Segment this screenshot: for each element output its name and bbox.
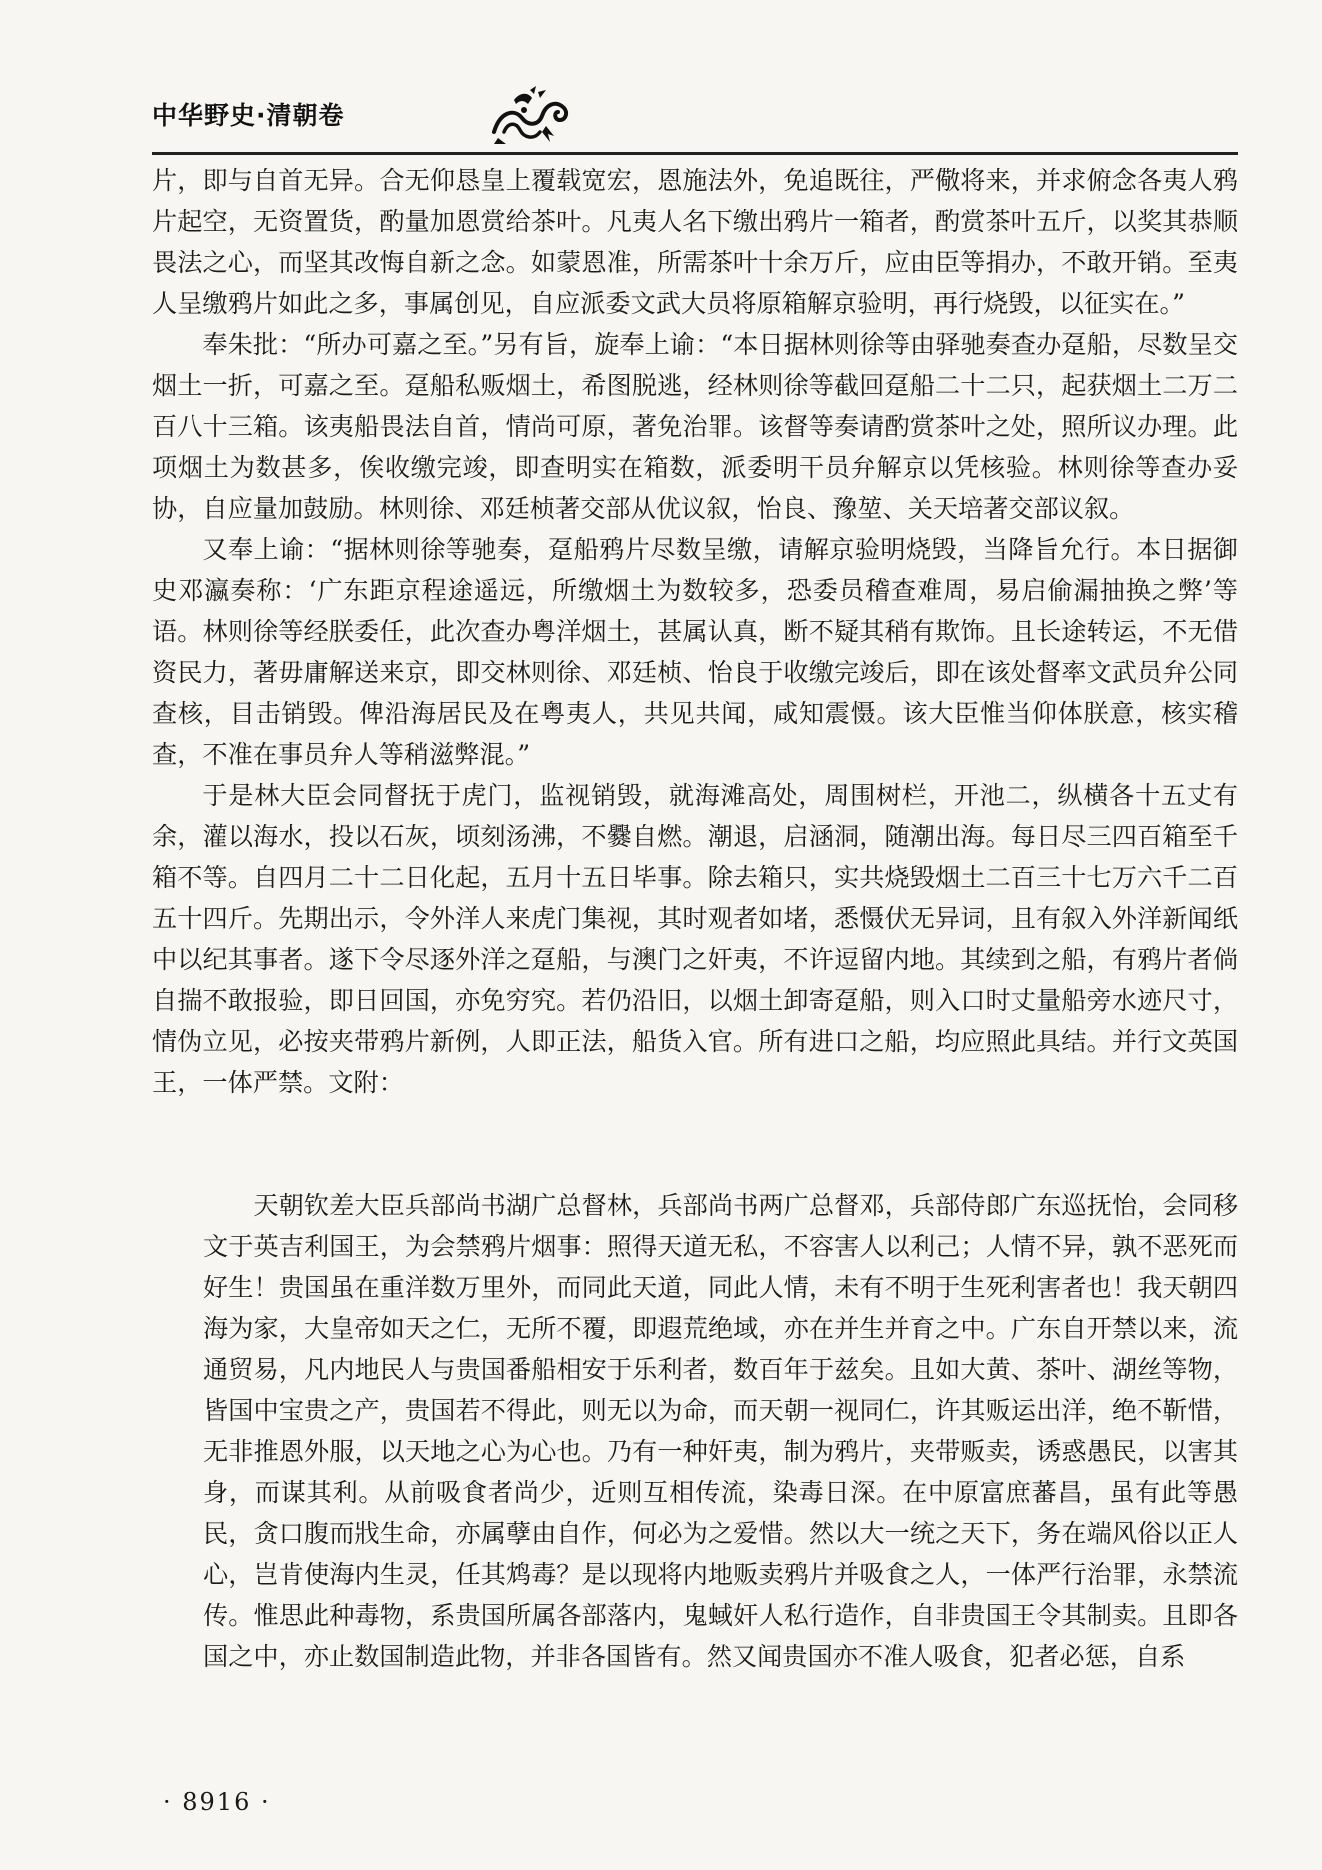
paragraph: 又奉上谕：“据林则徐等驰奏，趸船鸦片尽数呈缴，请解京验明烧毁，当降旨允行。本日据御史邓瀛奏称：‘广东距京程途遥远，所缴烟土为数较多，恐委员稽查难周，易启偷漏抽换之弊’等语。林则徐等经朕委任，此次查办粤洋烟土，甚属认真，断不疑其稍有欺饰。且长途转运，不无借资民力，著毋庸解送来京，即交林则徐、邓廷桢、怡良于收缴完竣后，即在该处督率文武员弁公同查核，目击销毁。俾沿海居民及在粤夷人，共见共闻，咸知震慑。该大臣惟当仰体朕意，核实稽查，不准在事员弁人等稍滋弊混。” xyxy=(152,535,1238,769)
book-title: 中华野史·清朝卷 xyxy=(152,101,345,130)
dragon-emblem-icon xyxy=(484,82,574,148)
running-header xyxy=(152,82,1232,152)
paragraph: 奉朱批：“所办可嘉之至。”另有旨，旋奉上谕：“本日据林则徐等由驿驰奏查办趸船，尽数呈交烟土一折，可嘉之至。趸船私贩烟土，希图脱逃，经林则徐等截回趸船二十二只，起获烟土二万二百八十三箱。该夷船畏法自首，情尚可原，著免治罪。该督等奏请酌赏茶叶之处，照所议办理。此项烟土为数甚多，俟收缴完竣，即查明实在箱数，派委明干员弁解京以凭核验。林则徐等查办妥协，自应量加鼓励。林则徐、邓廷桢著交部从优议叙，怡良、豫堃、关天培著交部议叙。 xyxy=(152,330,1238,523)
quoted-paragraph: 天朝钦差大臣兵部尚书湖广总督林，兵部尚书两广总督邓，兵部侍郎广东巡抚怡，会同移文于英吉利国王，为会禁鸦片烟事：照得天道无私，不容害人以利己；人情不异，孰不恶死而好生！贵国虽在重洋数万里外，而同此天道，同此人情，未有不明于生死利害者也！我天朝四海为家，大皇帝如天之仁，无所不覆，即遐荒绝域，亦在并生并育之中。广东自开禁以来，流通贸易，凡内地民人与贵国番船相安于乐利者，数百年于兹矣。且如大黄、茶叶、湖丝等物，皆国中宝贵之产，贵国若不得此，则无以为命，而天朝一视同仁，许其贩运出洋，绝不靳惜，无非推恩外服，以天地之心为心也。乃有一种奸夷，制为鸦片，夹带贩卖，诱惑愚民，以害其身，而谋其利。从前吸食者尚少，近则互相传流，染毒日深。在中原富庶蕃昌，虽有此等愚民，贪口腹而戕生命，亦属孽由自作，何必为之爱惜。然以大一统之天下，务在端风俗以正人心，岂肯使海内生灵，任其鸩毒？是以现将内地贩卖鸦片并吸食之人，一体严行治罪，永禁流传。惟思此种毒物，系贵国所属各部落内，鬼蜮奸人私行造作，自非贵国王令其制卖。且即各国之中，亦止数国制造此物，并非各国皆有。然又闻贵国亦不准人吸食，犯者必惩，自系 xyxy=(203,1191,1238,1671)
paragraph: 于是林大臣会同督抚于虎门，监视销毁，就海滩高处，周围树栏，开池二，纵横各十五丈有余，灌以海水，投以石灰，顷刻汤沸，不爨自燃。潮退，启涵洞，随潮出海。每日尽三四百箱至千箱不等。自四月二十二日化起，五月十五日毕事。除去箱只，实共烧毁烟土二百三十七万六千二百五十四斤。先期出示，令外洋人来虎门集视，其时观者如堵，悉慑伏无异词，且有叙入外洋新闻纸中以纪其事者。遂下令尽逐外洋之趸船，与澳门之奸夷，不许逗留内地。其续到之船，有鸦片者倘自揣不敢报验，即日回国，亦免穷究。若仍沿旧，以烟土卸寄趸船，则入口时丈量船旁水迹尺寸，情伪立见，必按夹带鸦片新例，人即正法，船货入官。所有进口之船，均应照此具结。并行文英国王，一体严禁。文附： xyxy=(152,781,1238,1097)
main-text xyxy=(152,160,1238,1103)
page-number: · 8916 · xyxy=(163,1788,271,1816)
appended-document xyxy=(203,1185,1238,1677)
header-rule xyxy=(152,152,1238,155)
paragraph: 片，即与自首无异。合无仰恳皇上覆载宽宏，恩施法外，免追既往，严儆将来，并求俯念各夷人鸦片起空，无资置货，酌量加恩赏给茶叶。凡夷人名下缴出鸦片一箱者，酌赏茶叶五斤，以奖其恭顺畏法之心，而坚其改悔自新之念。如蒙恩准，所需茶叶十余万斤，应由臣等捐办，不敢开销。至夷人呈缴鸦片如此之多，事属创见，自应派委文武大员将原箱解京验明，再行烧毁，以征实在。” xyxy=(152,166,1238,318)
